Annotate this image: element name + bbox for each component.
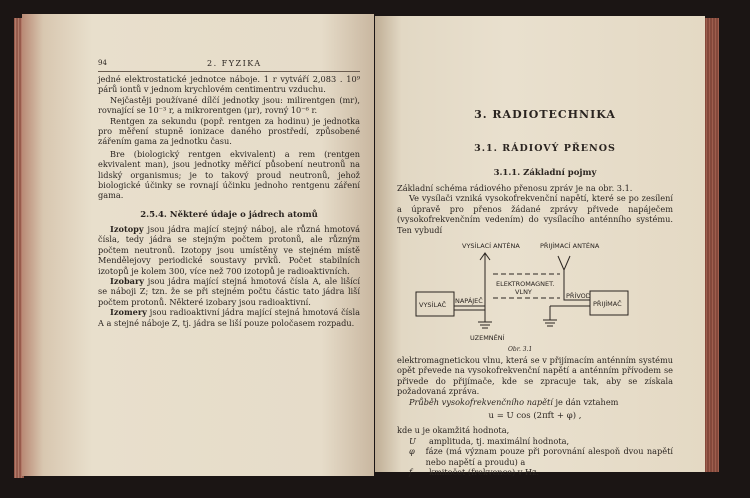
left-page: [22, 14, 374, 476]
left-body-text: [98, 74, 360, 201]
paragraph: Rentgen za sekundu (popř. rentgen za hodinu) je jednotka pro měření stupně ionizace daného prostředí, způsobené zářením gama za jednotku času.: [98, 115, 360, 147]
definition: [409, 467, 673, 477]
paragraph: elektromagnetickou vlnu, která se v přijímacím anténním systému opět převede na vysokofrekvenční napětí a anténním přívodem se přivede do přijímače, kde se zpracuje tak, aby se získala požadovaná zpráva.: [397, 355, 673, 397]
feeder-label: NAPÁJEČ: [455, 297, 483, 305]
symbol: f: [409, 467, 413, 478]
term: Izobary: [110, 276, 145, 287]
right-page: [375, 16, 705, 478]
receive-antenna-label: PŘIJÍMACÍ ANTÉNA: [540, 242, 600, 250]
paragraph: jsou jádra mající stejný náboj, ale různá hmotová čísla, tedy jádra se stejným počtem protonů, ale různým počtem neutronů. Izotopy jsou umístěny ve stejném místě Mendělejovy periodické soustavy prvků. Počet stabilních izotopů je kolem 300, více než 700 izotopů je radioaktivních.: [98, 224, 360, 276]
formula-intro: Průběh vysokofrekvenčního napětí: [409, 396, 553, 407]
lead-label: PŘÍVOD: [566, 292, 591, 300]
section-body: [98, 224, 360, 328]
feeder-ground-icon: [454, 306, 492, 328]
formula: u = U cos (2πft + φ) ,: [488, 411, 582, 422]
right-body-text-2: [397, 355, 673, 477]
section-title: 3.1. RÁDIOVÝ PŘENOS: [474, 143, 616, 154]
definition: [409, 446, 673, 467]
where-line: kde u je okamžitá hodnota,: [397, 425, 510, 436]
paragraph: jsou jádra mající stejná hmotová čísla A, ale lišící se náboji Z; tzn. že se při stejném počtu částic tato jádra liší počtem protonů. Některé izobary jsou radioaktivní.: [98, 276, 360, 307]
paragraph: Bre (biologický rentgen ekvivalent) a rem (rentgen ekvivalent man), jsou jednotky měřicí působení neutronů na lidský organismus; je to takový proud neutronů, jehož biologické účinky se rovnají účinku jednoho rentgenu záření gama.: [98, 148, 360, 201]
term: Izomery: [110, 307, 147, 318]
subsection-title: 3.1.1. Základní pojmy: [493, 168, 597, 178]
definition-text: kmitočet (frekvence) v Hz.: [429, 467, 540, 478]
receiver-label: PŘIJÍMAČ: [593, 300, 622, 308]
book-page-edges-right: [705, 18, 719, 472]
receive-antenna-icon: [543, 256, 590, 326]
definition: [409, 436, 673, 446]
paragraph: Základní schéma rádiového přenosu zpráv je na obr. 3.1.: [397, 183, 633, 193]
transmitter-label: VYSÍLAČ: [419, 301, 447, 309]
figure-caption: Obr. 3.1: [508, 346, 533, 353]
term: Izotopy: [110, 224, 144, 234]
right-body-text: [397, 183, 673, 235]
formula-intro-rest: je dán vztahem: [552, 396, 619, 407]
paragraph: Nejčastěji používané dílčí jednotky jsou: milirentgen (mr), rovnající se 10⁻³ r, a mikrorentgen (μr), rovný 10⁻⁶ r.: [98, 94, 360, 116]
waves-label-2: VLNY: [515, 288, 532, 296]
paragraph: Ve vysílači vzniká vysokofrekvenční napětí, které se po zesílení a úpravě pro přenos žádané zprávy přivede napáječem (vysokofrekvenčním vedením) do vysílacího anténního systému. Ten vybudí: [397, 193, 673, 235]
paragraph: jsou radioaktivní jádra mající stejná hmotová čísla A a stejné náboje Z, tj. jádra se liší pouze poločasem rozpadu.: [98, 307, 360, 328]
section-heading: 2.5.4. Některé údaje o jádrech atomů: [140, 210, 318, 220]
transmit-antenna-label: VYSÍLACÍ ANTÉNA: [462, 242, 520, 250]
definition-text: fáze (má význam pouze při porovnání alespoň dvou napětí nebo napětí a proudu) a: [425, 446, 673, 467]
waves-label: ELEKTROMAGNET.: [496, 280, 555, 288]
page-number: 94: [98, 59, 107, 67]
radio-transmission-diagram: [390, 236, 670, 354]
definition-text: amplituda, tj. maximální hodnota,: [429, 435, 570, 446]
paragraph: jedné elektrostatické jednotce náboje. 1 r vytváří 2,083 . 10⁹ párů iontů v jednom krychlovém centimentru vzduchu.: [98, 74, 360, 95]
symbol: U: [409, 435, 416, 446]
ground-label: UZEMNĚNÍ: [470, 334, 505, 342]
header-rule: [98, 71, 360, 72]
running-head: 2. FYZIKA: [207, 59, 262, 68]
chapter-title: 3. RADIOTECHNIKA: [474, 108, 616, 121]
symbol: φ: [409, 446, 415, 457]
